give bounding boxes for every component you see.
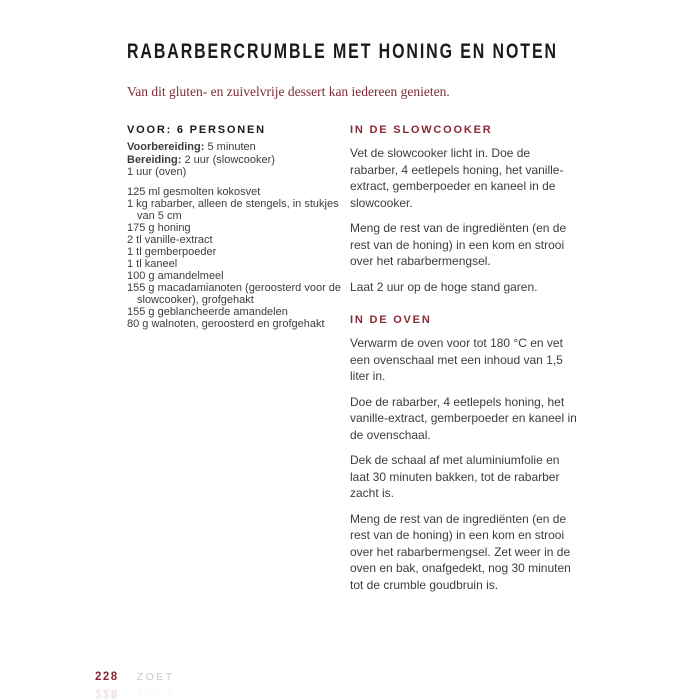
chapter-label: ZOET — [136, 671, 175, 683]
ingredient-item: 1 kg rabarber, alleen de stengels, in stukjes van 5 cm — [127, 197, 339, 222]
servings-label: VOOR: 6 PERSONEN — [127, 124, 266, 136]
ingredient-item: 2 tl vanille-extract — [127, 233, 213, 246]
instruction-paragraph: Verwarm de oven voor tot 180 °C en vet een ovenschaal met een inhoud van 1,5 liter in. — [350, 336, 563, 383]
recipe-subtitle: Van dit gluten- en zuivelvrije dessert kan iedereen genieten. — [127, 84, 450, 99]
ingredient-item: 80 g walnoten, geroosterd en grofgehakt — [127, 317, 325, 330]
ingredient-item: 155 g geblancheerde amandelen — [127, 305, 288, 318]
section-heading-slowcooker: IN DE SLOWCOOKER — [350, 124, 493, 136]
ingredient-item: 1 tl kaneel — [127, 257, 178, 270]
section-oven — [350, 314, 578, 593]
ingredient-item: 155 g macadamianoten (geroosterd voor de slowcooker), grofgehakt — [127, 281, 342, 306]
prep-time-line — [127, 141, 345, 154]
section-slowcooker — [350, 124, 578, 295]
page-number-reflection: 228 — [95, 687, 119, 699]
chapter-label-reflection: ZOET — [136, 687, 175, 699]
page-number: 228 — [95, 671, 119, 683]
ingredients-column — [127, 124, 345, 330]
cook-time-extra: 1 uur (oven) — [127, 166, 187, 178]
ingredients-list — [127, 186, 345, 330]
section-heading-oven: IN DE OVEN — [350, 314, 432, 326]
page-footer — [95, 671, 175, 683]
instruction-paragraph: Laat 2 uur op de hoge stand garen. — [350, 279, 538, 294]
footer-reflection — [95, 687, 175, 699]
instruction-paragraph: Meng de rest van de ingrediënten (en de rest van de honing) in een kom en strooi over het rabarbermengsel. — [350, 221, 567, 268]
instruction-paragraph: Doe de rabarber, 4 eetlepels honing, het vanille-extract, gemberpoeder en kaneel in de ovenschaal. — [350, 394, 577, 442]
prep-time-label: Voorbereiding: — [127, 141, 205, 153]
cook-time-line — [127, 154, 345, 167]
ingredient-item: 100 g amandelmeel — [127, 269, 224, 282]
ingredient-item: 1 tl gemberpoeder — [127, 245, 217, 258]
cook-time-label: Bereiding: — [127, 153, 182, 166]
instruction-paragraph: Meng de rest van de ingrediënten (en de rest van de honing) in een kom en strooi over het rabarbermengsel. Zet weer in de oven en bak, onafgedekt, nog 30 minuten tot de crumble goudbruin is. — [350, 511, 571, 592]
instructions-column — [350, 124, 578, 612]
cook-time-value: 2 uur (slowcooker) — [181, 153, 275, 166]
ingredient-item: 125 ml gesmolten kokosvet — [127, 185, 261, 198]
instruction-paragraph: Vet de slowcooker licht in. Doe de rabarber, 4 eetlepels honing, het vanille-extract, gemberpoeder en kaneel in de slowcooker. — [350, 146, 564, 210]
recipe-title: RABARBERCRUMBLE MET HONING EN NOTEN — [127, 40, 558, 63]
ingredient-item: 175 g honing — [127, 221, 191, 234]
instruction-paragraph: Dek de schaal af met aluminiumfolie en laat 30 minuten bakken, tot de rabarber zacht is. — [350, 453, 560, 500]
prep-time-value: 5 minuten — [204, 141, 256, 153]
